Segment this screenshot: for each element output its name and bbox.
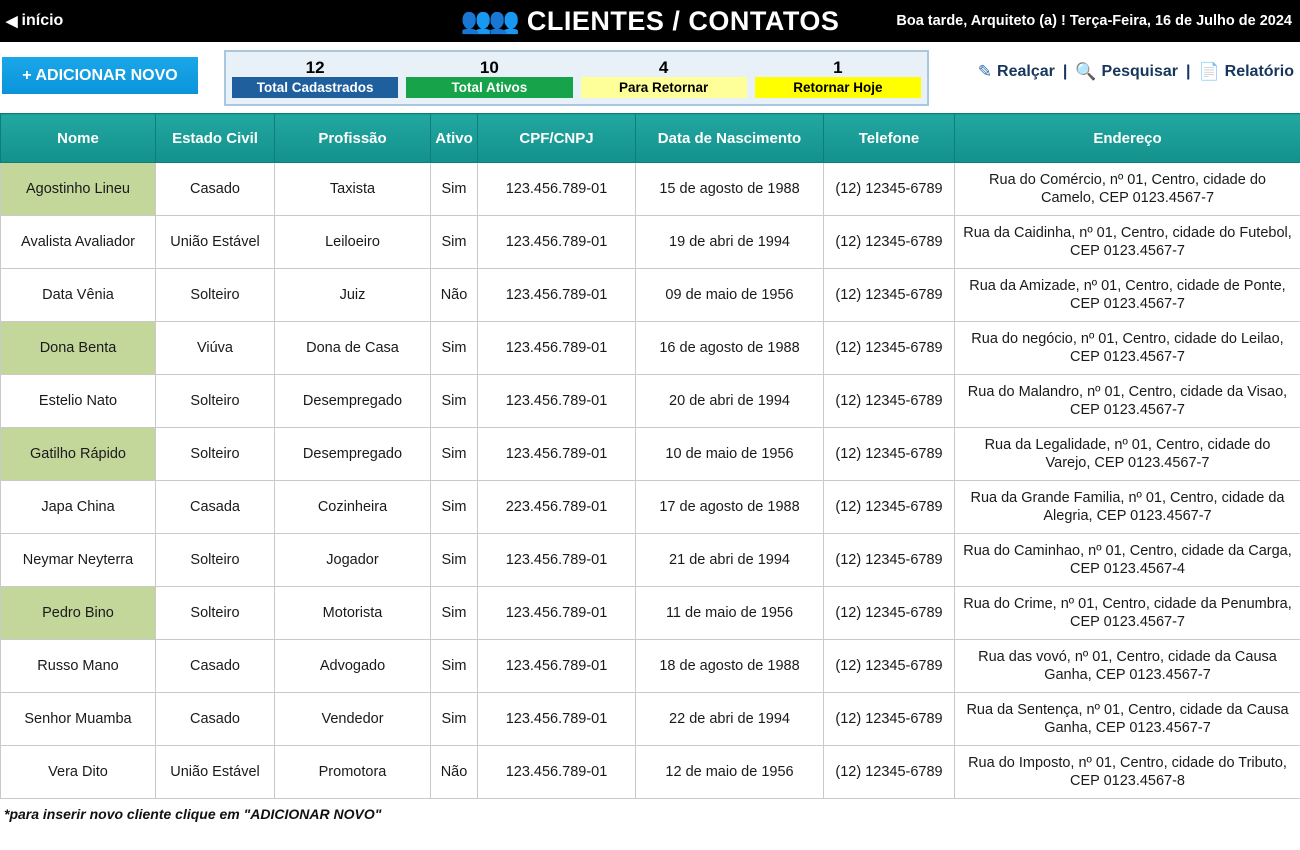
cell-cpf-cnpj[interactable]: 123.456.789-01 [478,640,636,693]
cell-nome[interactable]: Senhor Muamba [1,693,156,746]
kpi-label: Total Cadastrados [232,77,398,98]
cell-endereco[interactable]: Rua das vovó, nº 01, Centro, cidade da Causa Ganha, CEP 0123.4567-7 [955,640,1300,693]
table-row[interactable] [1,322,1300,375]
cell-nome[interactable]: Data Vênia [1,269,156,322]
cell-estado-civil[interactable]: Viúva [156,322,275,375]
kpi-panel [224,50,929,106]
cell-endereco[interactable]: Rua do negócio, nº 01, Centro, cidade do Leilao, CEP 0123.4567-7 [955,322,1300,375]
people-group-icon: 👥👥 [460,6,517,35]
cell-telefone[interactable]: (12) 12345-6789 [824,375,955,428]
cell-cpf-cnpj[interactable]: 123.456.789-01 [478,746,636,799]
cell-endereco[interactable]: Rua da Legalidade, nº 01, Centro, cidade do Varejo, CEP 0123.4567-7 [955,428,1300,481]
cell-cpf-cnpj[interactable]: 123.456.789-01 [478,269,636,322]
cell-nome[interactable]: Dona Benta [1,322,156,375]
pencil-icon: ✎ [977,62,993,81]
cell-data-nascimento[interactable]: 11 de maio de 1956 [636,587,824,640]
cell-endereco[interactable]: Rua do Crime, nº 01, Centro, cidade da Penumbra, CEP 0123.4567-7 [955,587,1300,640]
cell-profissao[interactable]: Desempregado [275,375,431,428]
table-row[interactable] [1,428,1300,481]
cell-telefone[interactable]: (12) 12345-6789 [824,640,955,693]
cell-profissao[interactable]: Motorista [275,587,431,640]
cell-nome[interactable]: Pedro Bino [1,587,156,640]
cell-telefone[interactable]: (12) 12345-6789 [824,481,955,534]
table-row[interactable] [1,375,1300,428]
cell-data-nascimento[interactable]: 17 de agosto de 1988 [636,481,824,534]
cell-nome[interactable]: Russo Mano [1,640,156,693]
cell-data-nascimento[interactable]: 19 de abri de 1994 [636,216,824,269]
cell-ativo[interactable]: Sim [431,534,478,587]
clients-table [0,113,1300,799]
cell-nome[interactable]: Agostinho Lineu [1,163,156,216]
cell-profissao[interactable]: Jogador [275,534,431,587]
cell-ativo[interactable]: Sim [431,375,478,428]
cell-nome[interactable]: Estelio Nato [1,375,156,428]
cell-nome[interactable]: Japa China [1,481,156,534]
kpi-value: 10 [479,58,499,77]
cell-endereco[interactable]: Rua do Comércio, nº 01, Centro, cidade do Camelo, CEP 0123.4567-7 [955,163,1300,216]
cell-ativo[interactable]: Sim [431,481,478,534]
document-icon: 📄 [1198,62,1220,81]
cell-nome[interactable]: Neymar Neyterra [1,534,156,587]
kpi-total-cadastrados [232,55,398,101]
table-row[interactable] [1,163,1300,216]
highlight-button[interactable] [978,62,1055,82]
cell-cpf-cnpj[interactable]: 123.456.789-01 [478,163,636,216]
table-row[interactable] [1,587,1300,640]
cell-endereco[interactable]: Rua do Imposto, nº 01, Centro, cidade do Tributo, CEP 0123.4567-8 [955,746,1300,799]
action-bar [0,42,1300,113]
cell-ativo[interactable]: Sim [431,163,478,216]
cell-estado-civil[interactable]: União Estável [156,216,275,269]
home-button-label: início [21,12,64,29]
cell-data-nascimento[interactable]: 21 de abri de 1994 [636,534,824,587]
col-header-cpf-cnpj[interactable]: CPF/CNPJ [478,114,636,163]
kpi-label: Para Retornar [581,77,747,98]
search-button[interactable] [1075,62,1178,82]
table-header-row [1,114,1300,163]
kpi-label: Retornar Hoje [755,77,921,98]
cell-data-nascimento[interactable]: 16 de agosto de 1988 [636,322,824,375]
page-title: CLIENTES / CONTATOS [526,5,840,36]
table-row[interactable] [1,216,1300,269]
cell-endereco[interactable]: Rua da Caidinha, nº 01, Centro, cidade do Futebol, CEP 0123.4567-7 [955,216,1300,269]
cell-telefone[interactable]: (12) 12345-6789 [824,322,955,375]
cell-cpf-cnpj[interactable]: 123.456.789-01 [478,693,636,746]
cell-telefone[interactable]: (12) 12345-6789 [824,428,955,481]
cell-cpf-cnpj[interactable]: 123.456.789-01 [478,216,636,269]
cell-cpf-cnpj[interactable]: 123.456.789-01 [478,322,636,375]
cell-estado-civil[interactable]: Solteiro [156,587,275,640]
cell-estado-civil[interactable]: Casado [156,640,275,693]
cell-estado-civil[interactable]: Casado [156,693,275,746]
search-button-label: Pesquisar [1101,63,1178,80]
cell-data-nascimento[interactable]: 18 de agosto de 1988 [636,640,824,693]
cell-estado-civil[interactable]: Solteiro [156,375,275,428]
cell-ativo[interactable]: Sim [431,216,478,269]
tool-separator-1: | [1062,63,1068,80]
cell-cpf-cnpj[interactable]: 123.456.789-01 [478,587,636,640]
cell-data-nascimento[interactable]: 09 de maio de 1956 [636,269,824,322]
cell-telefone[interactable]: (12) 12345-6789 [824,216,955,269]
cell-ativo[interactable]: Sim [431,640,478,693]
cell-data-nascimento[interactable]: 15 de agosto de 1988 [636,163,824,216]
cell-endereco[interactable]: Rua da Sentença, nº 01, Centro, cidade da Causa Ganha, CEP 0123.4567-7 [955,693,1300,746]
cell-ativo[interactable]: Não [431,269,478,322]
magnifier-icon: 🔍 [1075,62,1097,81]
greeting-text: Boa tarde, Arquiteto (a) ! Terça-Feira, 16 de Julho de 2024 [896,13,1292,29]
cell-profissao[interactable]: Leiloeiro [275,216,431,269]
kpi-label: Total Ativos [406,77,572,98]
cell-endereco[interactable]: Rua do Caminhao, nº 01, Centro, cidade da Carga, CEP 0123.4567-4 [955,534,1300,587]
add-new-button[interactable]: + ADICIONAR NOVO [2,57,198,94]
cell-data-nascimento[interactable]: 22 de abri de 1994 [636,693,824,746]
cell-ativo[interactable]: Sim [431,322,478,375]
cell-telefone[interactable]: (12) 12345-6789 [824,746,955,799]
cell-ativo[interactable]: Sim [431,587,478,640]
cell-nome[interactable]: Avalista Avaliador [1,216,156,269]
cell-cpf-cnpj[interactable]: 123.456.789-01 [478,375,636,428]
cell-profissao[interactable]: Vendedor [275,693,431,746]
cell-telefone[interactable]: (12) 12345-6789 [824,269,955,322]
kpi-total-ativos [406,55,572,101]
cell-data-nascimento[interactable]: 12 de maio de 1956 [636,746,824,799]
cell-endereco[interactable]: Rua da Amizade, nº 01, Centro, cidade de Ponte, CEP 0123.4567-7 [955,269,1300,322]
table-row[interactable] [1,640,1300,693]
table-body [1,163,1300,799]
cell-profissao[interactable]: Promotora [275,746,431,799]
cell-profissao[interactable]: Juiz [275,269,431,322]
cell-cpf-cnpj[interactable]: 123.456.789-01 [478,428,636,481]
table-row[interactable] [1,693,1300,746]
cell-estado-civil[interactable]: Solteiro [156,534,275,587]
chevron-left-icon: ◀ [6,12,18,30]
col-header-profissao[interactable]: Profissão [275,114,431,163]
cell-estado-civil[interactable]: Solteiro [156,269,275,322]
cell-telefone[interactable]: (12) 12345-6789 [824,693,955,746]
cell-profissao[interactable]: Taxista [275,163,431,216]
col-header-nome[interactable]: Nome [1,114,156,163]
kpi-value: 1 [833,58,843,77]
table-row[interactable] [1,534,1300,587]
table-row[interactable] [1,269,1300,322]
tool-bar [978,62,1294,82]
cell-cpf-cnpj[interactable]: 223.456.789-01 [478,481,636,534]
cell-estado-civil[interactable]: União Estável [156,746,275,799]
report-button[interactable] [1198,62,1294,82]
kpi-value: 4 [658,58,669,77]
col-header-endereco[interactable]: Endereço [955,114,1300,163]
cell-cpf-cnpj[interactable]: 123.456.789-01 [478,534,636,587]
cell-profissao[interactable]: Cozinheira [275,481,431,534]
cell-data-nascimento[interactable]: 10 de maio de 1956 [636,428,824,481]
cell-endereco[interactable]: Rua da Grande Familia, nº 01, Centro, cidade da Alegria, CEP 0123.4567-7 [955,481,1300,534]
tool-separator-2: | [1186,63,1191,80]
cell-nome[interactable]: Gatilho Rápido [1,428,156,481]
report-button-label: Relatório [1224,63,1294,80]
cell-ativo[interactable]: Sim [431,428,478,481]
cell-data-nascimento[interactable]: 20 de abri de 1994 [636,375,824,428]
table-row[interactable] [1,746,1300,799]
cell-ativo[interactable]: Não [431,746,478,799]
col-header-data-nascimento[interactable]: Data de Nascimento [636,114,824,163]
kpi-value: 12 [305,58,325,77]
cell-telefone[interactable]: (12) 12345-6789 [824,587,955,640]
cell-profissao[interactable]: Desempregado [275,428,431,481]
cell-estado-civil[interactable]: Casada [156,481,275,534]
col-header-telefone[interactable]: Telefone [824,114,955,163]
cell-estado-civil[interactable]: Casado [156,163,275,216]
cell-telefone[interactable]: (12) 12345-6789 [824,534,955,587]
clients-table-container [0,113,1300,799]
cell-ativo[interactable]: Sim [431,693,478,746]
kpi-para-retornar [581,55,747,101]
cell-profissao[interactable]: Advogado [275,640,431,693]
cell-telefone[interactable]: (12) 12345-6789 [824,163,955,216]
cell-estado-civil[interactable]: Solteiro [156,428,275,481]
col-header-ativo[interactable]: Ativo [431,114,478,163]
cell-nome[interactable]: Vera Dito [1,746,156,799]
highlight-button-label: Realçar [997,63,1055,80]
table-row[interactable] [1,481,1300,534]
kpi-retornar-hoje [755,55,921,101]
home-button[interactable] [6,12,63,30]
cell-profissao[interactable]: Dona de Casa [275,322,431,375]
footnote-text: *para inserir novo cliente clique em "ADICIONAR NOVO" [4,806,382,822]
col-header-estado-civil[interactable]: Estado Civil [156,114,275,163]
top-bar [0,0,1300,42]
cell-endereco[interactable]: Rua do Malandro, nº 01, Centro, cidade da Visao, CEP 0123.4567-7 [955,375,1300,428]
